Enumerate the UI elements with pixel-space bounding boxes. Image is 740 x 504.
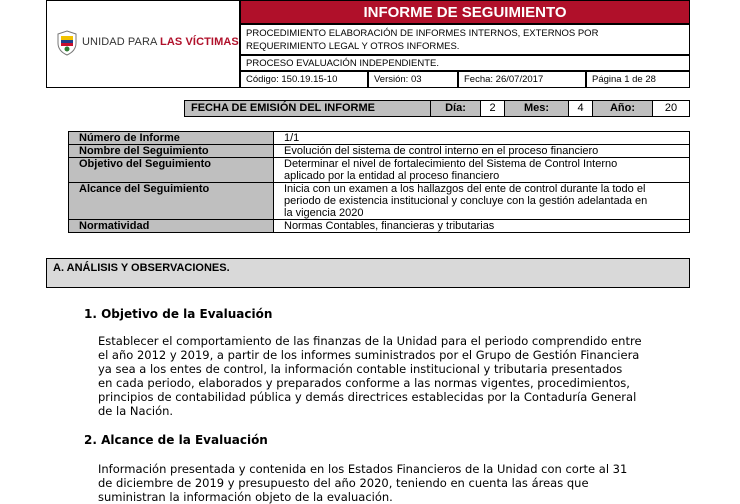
section-1-paragraph (98, 334, 688, 418)
colombia-seal-icon (56, 30, 78, 56)
month-value: 4 (569, 101, 593, 116)
procedure-line-1: PROCEDIMIENTO ELABORACIÓN DE INFORMES INTERNOS, EXTERNOS POR (246, 28, 599, 39)
month-label: Mes: (505, 101, 569, 116)
date-cell: Fecha: 26/07/2017 (458, 71, 586, 88)
normatividad-value: Normas Contables, financieras y tributarias (274, 220, 690, 233)
day-label: Día: (431, 101, 481, 116)
year-value: 20 (664, 102, 678, 114)
code-cell: Código: 150.19.15-10 (240, 71, 368, 88)
alcance-line: Inicia con un examen a los hallazgos del ente de control durante la todo el (284, 183, 646, 195)
section-2-paragraph (98, 462, 688, 504)
objetivo-line: Determinar el nivel de fortalecimiento del Sistema de Control Interno (284, 158, 618, 170)
process-cell: PROCESO EVALUACIÓN INDEPENDIENTE. (240, 55, 690, 71)
emission-date-row (184, 100, 690, 117)
paragraph-line: principios de contabilidad pública y demás directrices establecidas por la Contaduría General (98, 390, 637, 404)
table-row (69, 220, 690, 233)
table-row (69, 158, 690, 183)
section-2-heading: 2. Alcance de la Evaluación (84, 433, 268, 447)
paragraph-line: de la Nación. (98, 404, 174, 418)
alcance-label: Alcance del Seguimiento (69, 183, 274, 220)
procedure-line-2: REQUERIMIENTO LEGAL Y OTROS INFORMES. (246, 41, 460, 52)
paragraph-line: en cada periodo, elaborados y preparados conforme a las normas vigentes, procedimientos, (98, 376, 630, 390)
objetivo-line: aplicado por la entidad al proceso financiero (284, 170, 500, 182)
report-title: INFORME DE SEGUIMIENTO (240, 0, 690, 24)
alcance-line: periodo de existencia institucional y concluye con la gestión adelantada en (284, 195, 648, 207)
paragraph-line: Información presentada y contenida en los Estados Financieros de la Unidad con corte al 31 (98, 462, 628, 476)
paragraph-line: de diciembre de 2019 y presupuesto del año 2020, teniendo en cuenta las áreas que (98, 476, 589, 490)
alcance-value (274, 183, 690, 220)
table-row (69, 183, 690, 220)
nombre-label: Nombre del Seguimiento (69, 145, 274, 158)
paragraph-line: el año 2012 y 2019, a partir de los informes suministrados por el Grupo de Gestión Financiera (98, 348, 640, 362)
logo-text: UNIDAD PARA LAS VÍCTIMAS (82, 36, 239, 48)
year-label: Año: (593, 101, 653, 116)
paragraph-line: suministran la información objeto de la evaluación. (98, 490, 393, 504)
emission-date-label: FECHA DE EMISIÓN DEL INFORME (185, 101, 431, 116)
version-cell: Versión: 03 (368, 71, 458, 88)
page-number-cell: Página 1 de 28 (586, 71, 690, 88)
nombre-value: Evolución del sistema de control interno en el proceso financiero (274, 145, 690, 158)
table-row (69, 132, 690, 145)
objetivo-label: Objetivo del Seguimiento (69, 158, 274, 183)
day-value: 2 (481, 101, 505, 116)
numero-value: 1/1 (274, 132, 690, 145)
report-info-table (68, 131, 690, 233)
procedure-cell (240, 24, 690, 55)
paragraph-line: ya sea a los entes de control, la información contable institucional y tributaria presentados (98, 362, 623, 376)
objetivo-value (274, 158, 690, 183)
numero-label: Número de Informe (69, 132, 274, 145)
paragraph-line: Establecer el comportamiento de las finanzas de la Unidad para el periodo comprendido entre (98, 334, 642, 348)
alcance-line: la vigencia 2020 (284, 207, 364, 219)
normatividad-label: Normatividad (69, 220, 274, 233)
table-row (69, 145, 690, 158)
section-1-heading: 1. Objetivo de la Evaluación (84, 307, 273, 321)
section-a-header: A. ANÁLISIS Y OBSERVACIONES. (46, 258, 690, 288)
